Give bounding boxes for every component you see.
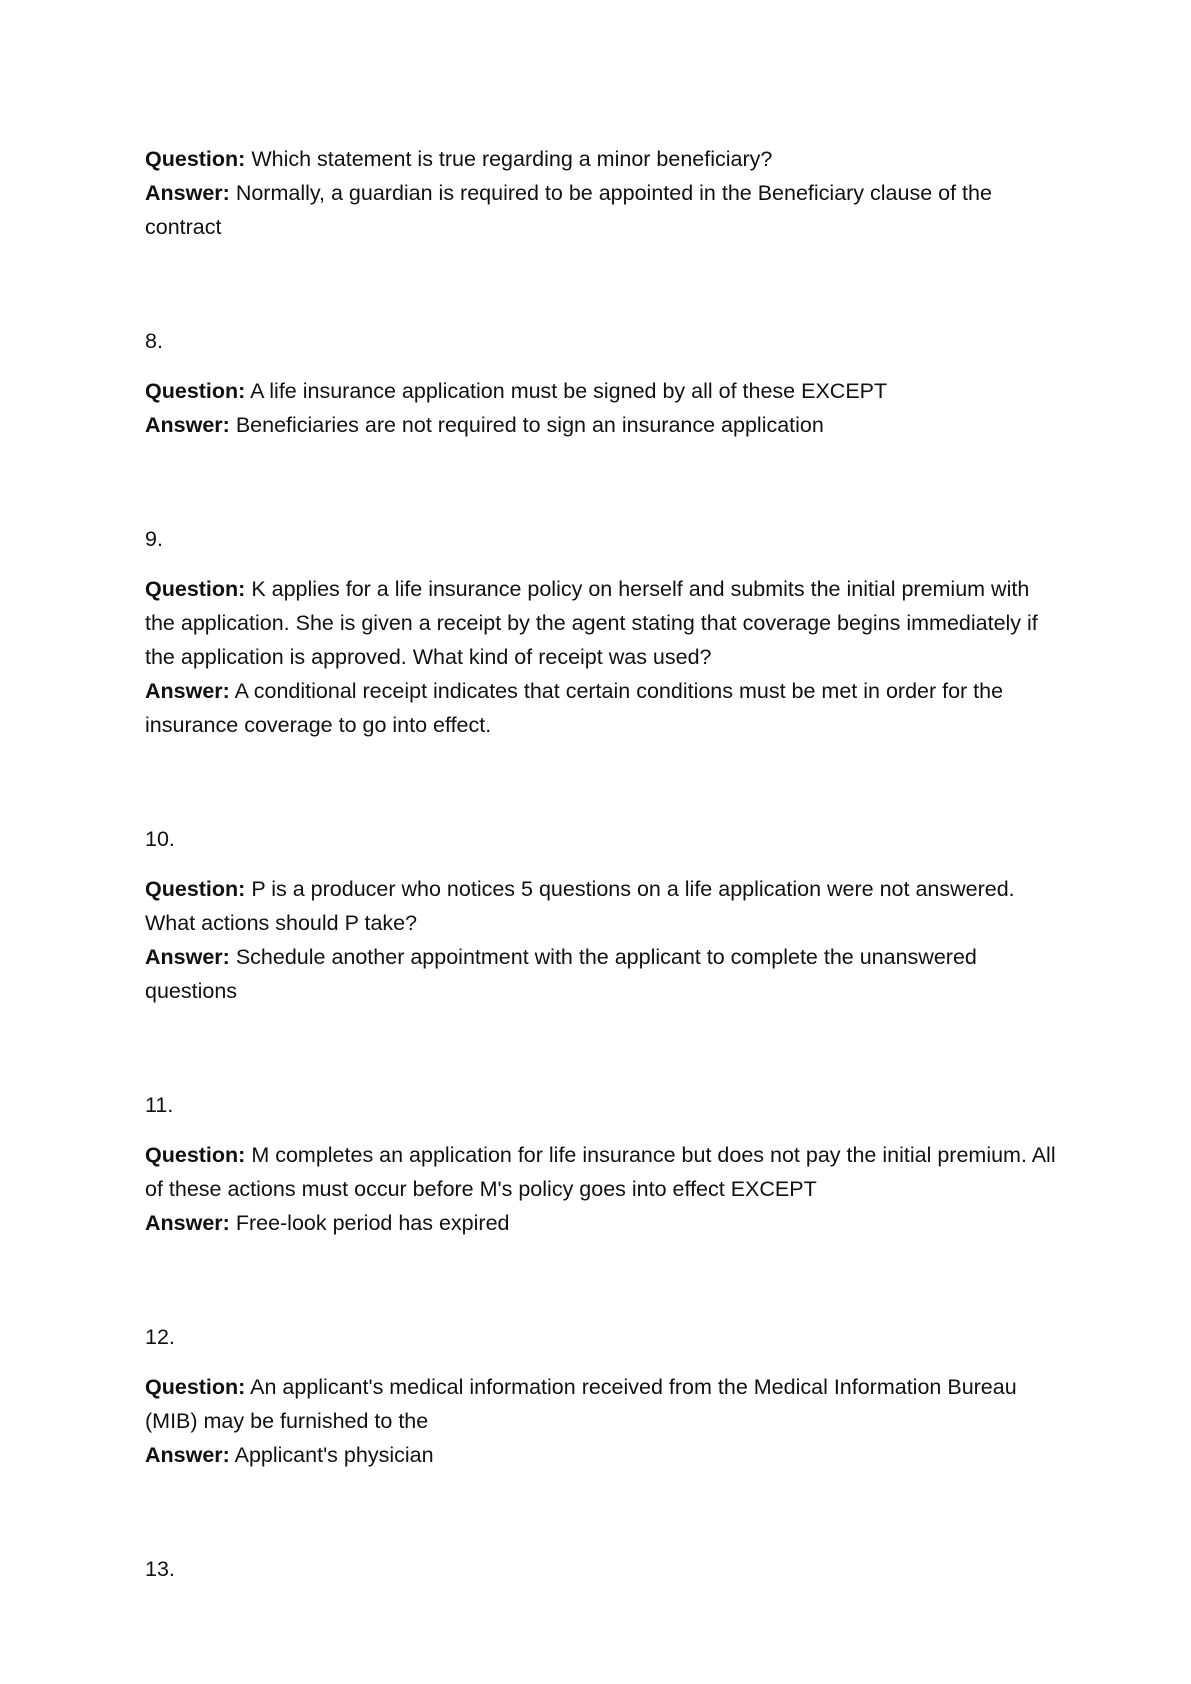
question-line: [145, 142, 1065, 176]
answer-label: Answer:: [145, 181, 230, 205]
question-label: Question:: [145, 379, 246, 403]
question-line: [145, 572, 1065, 674]
question-text: P is a producer who notices 5 questions on a life application were not answered. What actions should P take?: [145, 877, 1015, 935]
answer-text: Schedule another appointment with the applicant to complete the unanswered questions: [145, 945, 977, 1003]
question-label: Question:: [145, 577, 246, 601]
answer-line: [145, 1206, 1065, 1240]
question-line: [145, 872, 1065, 940]
question-line: [145, 1370, 1065, 1438]
qa-block: [145, 142, 1065, 244]
question-number: 8.: [145, 329, 163, 353]
answer-label: Answer:: [145, 945, 230, 969]
question-label: Question:: [145, 1375, 246, 1399]
question-number: 13.: [145, 1557, 175, 1581]
answer-label: Answer:: [145, 679, 230, 703]
answer-line: [145, 176, 1065, 244]
question-label: Question:: [145, 1143, 246, 1167]
qa-block: [145, 374, 1065, 442]
answer-label: Answer:: [145, 1211, 230, 1235]
answer-text: Applicant's physician: [234, 1443, 434, 1467]
answer-text: Normally, a guardian is required to be appointed in the Beneficiary clause of the contract: [145, 181, 992, 239]
question-text: A life insurance application must be signed by all of these EXCEPT: [250, 379, 888, 403]
answer-line: [145, 408, 1065, 442]
answer-text: A conditional receipt indicates that certain conditions must be met in order for the insurance coverage to go into effect.: [145, 679, 1004, 737]
question-label: Question:: [145, 147, 246, 171]
answer-label: Answer:: [145, 413, 230, 437]
question-number: 12.: [145, 1325, 175, 1349]
answer-line: [145, 1438, 1065, 1472]
qa-block: [145, 872, 1065, 1008]
question-text: An applicant's medical information received from the Medical Information Bureau (MIB) may be furnished to the: [145, 1375, 1017, 1433]
question-text: Which statement is true regarding a minor beneficiary?: [251, 147, 773, 171]
answer-label: Answer:: [145, 1443, 230, 1467]
qa-block: [145, 572, 1065, 742]
question-number: 10.: [145, 827, 175, 851]
question-label: Question:: [145, 877, 246, 901]
answer-line: [145, 940, 1065, 1008]
qa-block: [145, 1138, 1065, 1240]
question-number: 11.: [145, 1093, 174, 1117]
question-text: K applies for a life insurance policy on herself and submits the initial premium with the application. She is given a receipt by the agent stating that coverage begins immediately if the application is approved. What kind of receipt was used?: [145, 577, 1038, 669]
question-text: M completes an application for life insurance but does not pay the initial premium. All of these actions must occur before M's policy goes into effect EXCEPT: [145, 1143, 1056, 1201]
qa-block: [145, 1370, 1065, 1472]
question-line: [145, 374, 1065, 408]
question-number: 9.: [145, 527, 163, 551]
document-page: [145, 142, 1065, 1586]
answer-text: Free-look period has expired: [235, 1211, 510, 1235]
answer-line: [145, 674, 1065, 742]
answer-text: Beneficiaries are not required to sign an insurance application: [235, 413, 824, 437]
question-line: [145, 1138, 1065, 1206]
